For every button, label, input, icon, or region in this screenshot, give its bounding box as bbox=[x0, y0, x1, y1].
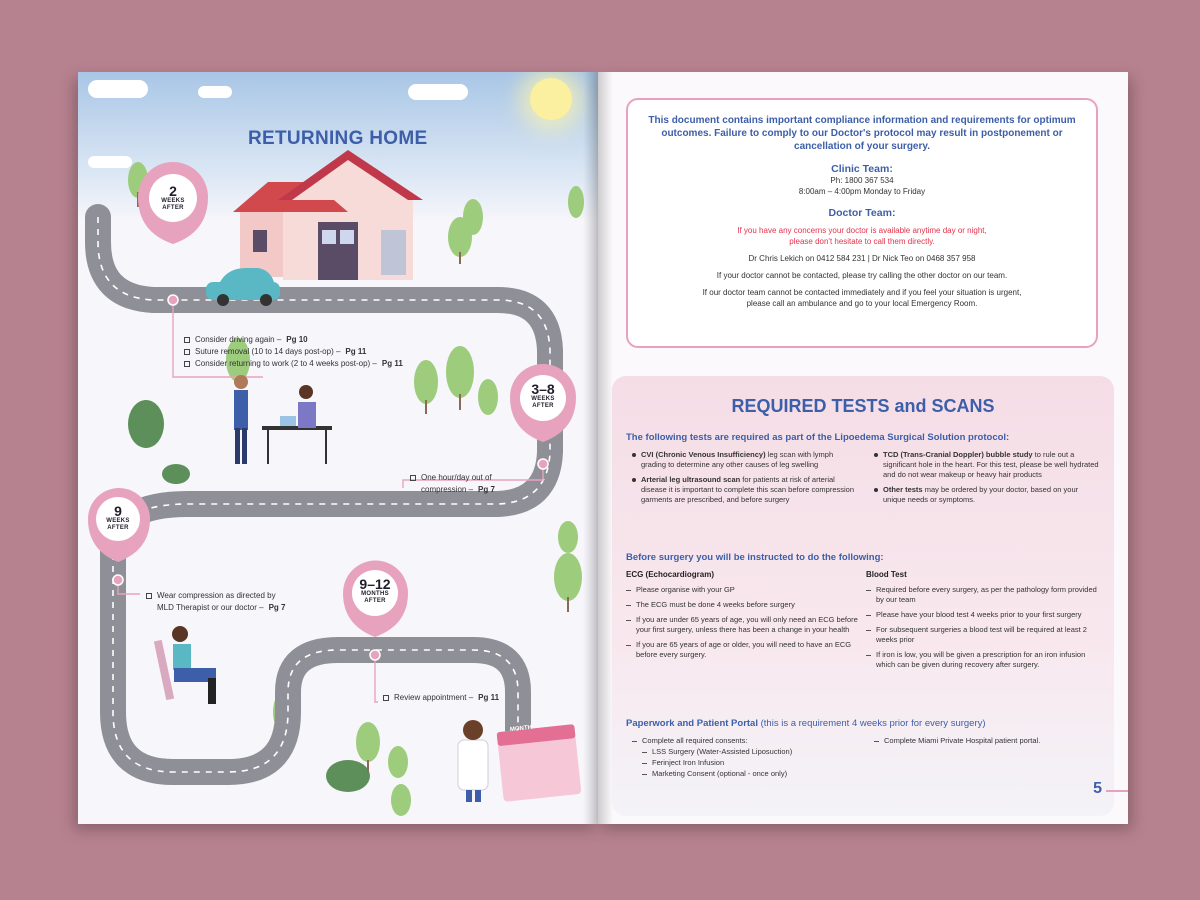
clinic-heading: Clinic Team: bbox=[831, 163, 893, 175]
consent-text: LSS Surgery (Water-Assisted Liposuction) bbox=[652, 747, 793, 756]
dash-icon bbox=[874, 741, 879, 742]
page-ref: Pg 10 bbox=[286, 335, 308, 344]
house-icon bbox=[233, 150, 423, 280]
checkbox-icon bbox=[184, 337, 190, 343]
paperwork-title: Paperwork and Patient Portal bbox=[626, 718, 758, 729]
blood-text: If iron is low, you will be given a prescription for an iron infusion which can be given during recovery after surgery. bbox=[876, 650, 1086, 669]
page-number: 5 bbox=[1093, 780, 1102, 797]
test-detail: leg scan with lymph grading to determine any other causes of leg swelling bbox=[641, 450, 834, 469]
consent-text: Marketing Consent (optional - once only) bbox=[652, 769, 788, 778]
bullet-icon bbox=[632, 453, 636, 457]
pin-suffix: AFTER bbox=[107, 525, 129, 531]
step-text: One hour/day out of bbox=[421, 473, 492, 482]
calendar-label: MONTH bbox=[509, 724, 533, 734]
before-surgery-heading: Before surgery you will be instructed to do the following: bbox=[626, 552, 884, 563]
paperwork-item bbox=[632, 736, 868, 746]
test-detail: may be ordered by your doctor, based on your unique needs or symptoms. bbox=[883, 485, 1079, 504]
steps-2-weeks bbox=[184, 334, 403, 370]
steps-3-8-weeks bbox=[410, 472, 495, 496]
ecg-text: Please organise with your GP bbox=[636, 585, 735, 594]
clinic-hours: 8:00am – 4:00pm Monday to Friday bbox=[798, 187, 926, 196]
dash-icon bbox=[866, 655, 871, 656]
bullet-icon bbox=[874, 488, 878, 492]
blood-test-column bbox=[866, 570, 1100, 675]
checklist-item bbox=[184, 346, 403, 358]
consent-text: Ferinject Iron Infusion bbox=[652, 758, 725, 767]
paperwork-heading bbox=[626, 718, 986, 729]
test-description bbox=[883, 450, 1100, 480]
checklist-item bbox=[383, 692, 499, 704]
clinic-phone: Ph: 1800 367 534 bbox=[830, 176, 894, 185]
checkbox-icon bbox=[410, 475, 416, 481]
pin-suffix: AFTER bbox=[532, 403, 554, 409]
ecg-item bbox=[626, 585, 858, 595]
blood-text: For subsequent surgeries a blood test will be required at least 2 weeks prior bbox=[876, 625, 1087, 644]
notice-intro: This document contains important compliance information and requirements for optimum outcomes. Failure to comply to our Doctor's protocol may result in postponement or cancellation of your surgery. bbox=[648, 115, 1076, 152]
paperwork-right bbox=[874, 736, 1100, 751]
step-text: Review appointment – bbox=[394, 693, 474, 702]
checklist-item-continued bbox=[146, 602, 285, 614]
pin-unit: MONTHS bbox=[361, 591, 389, 597]
blood-item bbox=[866, 625, 1100, 645]
doctor-availability-2: please don't hesitate to call them directly. bbox=[789, 237, 935, 246]
seated-woman-illustration bbox=[154, 626, 216, 704]
steps-9-weeks bbox=[146, 590, 285, 614]
checklist-item bbox=[146, 590, 285, 602]
checklist-item bbox=[184, 334, 403, 346]
checkbox-icon bbox=[184, 361, 190, 367]
doctor-heading: Doctor Team: bbox=[828, 207, 896, 219]
doctor-contacts: Dr Chris Lekich on 0412 584 231 | Dr Nick Teo on 0468 357 958 bbox=[748, 254, 976, 263]
test-name: TCD (Trans-Cranial Doppler) bubble study bbox=[883, 450, 1033, 459]
doctor-fallback: If your doctor cannot be contacted, please try calling the other doctor on our team. bbox=[716, 271, 1008, 280]
steps-9-12-months bbox=[383, 692, 499, 704]
ecg-text: If you are under 65 years of age, you will only need an ECG before your first surgery, unless there has been a change in your health bbox=[636, 615, 858, 634]
step-text: compression – bbox=[421, 485, 474, 494]
page-ref: Pg 7 bbox=[268, 603, 286, 612]
paperwork-item bbox=[874, 736, 1100, 746]
test-item bbox=[632, 475, 860, 505]
test-detail: for patients at risk of arterial disease it is important to complete this scan before compression garments are prescribed, and before surgery bbox=[641, 475, 855, 504]
dash-icon bbox=[866, 630, 871, 631]
ecg-heading: ECG (Echocardiogram) bbox=[626, 570, 715, 579]
pin-number: 2 bbox=[169, 183, 177, 199]
ecg-item bbox=[626, 640, 858, 660]
emergency-note-2: please call an ambulance and go to your local Emergency Room. bbox=[746, 299, 978, 308]
ecg-item bbox=[626, 600, 858, 610]
paperwork-text: Complete Miami Private Hospital patient portal. bbox=[884, 736, 1041, 745]
step-text: Consider returning to work (2 to 4 weeks post-op) – bbox=[195, 359, 377, 368]
dash-icon bbox=[642, 752, 647, 753]
page-number-rule bbox=[1106, 790, 1128, 792]
dash-icon bbox=[866, 590, 871, 591]
page-ref: Pg 11 bbox=[381, 359, 403, 368]
dash-icon bbox=[866, 615, 871, 616]
dash-icon bbox=[642, 774, 647, 775]
brochure-spread bbox=[78, 72, 1128, 824]
meeting-illustration bbox=[234, 375, 332, 464]
pin-suffix: AFTER bbox=[364, 598, 386, 604]
checklist-item-continued bbox=[410, 484, 495, 496]
test-description bbox=[883, 485, 1100, 505]
consent-item bbox=[642, 747, 868, 757]
right-page bbox=[598, 72, 1128, 824]
page-ref: Pg 7 bbox=[478, 485, 495, 494]
test-name: Other tests bbox=[883, 485, 923, 494]
tests-title: REQUIRED TESTS and SCANS bbox=[731, 396, 995, 416]
ecg-item bbox=[626, 615, 858, 635]
step-text: Wear compression as directed by bbox=[157, 591, 276, 600]
pin-suffix: AFTER bbox=[162, 205, 184, 211]
doctor-illustration bbox=[458, 720, 488, 802]
paperwork-left bbox=[632, 736, 868, 780]
dash-icon bbox=[632, 741, 637, 742]
test-name: CVI (Chronic Venous Insufficiency) bbox=[641, 450, 766, 459]
protocol-tests-right bbox=[874, 450, 1100, 510]
step-text: Consider driving again – bbox=[195, 335, 282, 344]
pin-unit: WEEKS bbox=[106, 518, 130, 524]
test-item bbox=[874, 450, 1100, 480]
ecg-text: If you are 65 years of age or older, you will need to have an ECG before every surgery. bbox=[636, 640, 852, 659]
blood-item bbox=[866, 610, 1100, 620]
pin-number: 9–12 bbox=[359, 576, 391, 592]
protocol-tests-left bbox=[632, 450, 860, 510]
page-ref: Pg 11 bbox=[478, 693, 500, 702]
pin-unit: WEEKS bbox=[161, 198, 185, 204]
blood-heading: Blood Test bbox=[866, 570, 907, 579]
pin-number: 3–8 bbox=[531, 381, 555, 397]
emergency-note: If our doctor team cannot be contacted immediately and if you feel your situation is urgent, bbox=[702, 288, 1022, 297]
dash-icon bbox=[626, 645, 631, 646]
blood-text: Required before every surgery, as per the pathology form provided by our team bbox=[876, 585, 1097, 604]
paperwork-note: (this is a requirement 4 weeks prior for every surgery) bbox=[757, 718, 986, 729]
checkbox-icon bbox=[383, 695, 389, 701]
pin-3-8-weeks bbox=[521, 382, 565, 410]
checkbox-icon bbox=[184, 349, 190, 355]
consent-item bbox=[642, 758, 868, 768]
dash-icon bbox=[626, 605, 631, 606]
test-detail: to rule out a significant hole in the heart. For this test, please be well hydrated and do not wear makeup or heavy hair products bbox=[883, 450, 1099, 479]
compliance-notice bbox=[626, 98, 1098, 348]
paperwork-text: Complete all required consents: bbox=[642, 736, 748, 745]
step-text: MLD Therapist or our doctor – bbox=[157, 603, 264, 612]
pin-2-weeks bbox=[153, 184, 193, 212]
doctor-availability: If you have any concerns your doctor is available anytime day or night, bbox=[737, 226, 987, 235]
blood-text: Please have your blood test 4 weeks prior to your first surgery bbox=[876, 610, 1082, 619]
page-title: RETURNING HOME bbox=[248, 128, 428, 149]
test-description bbox=[641, 450, 860, 470]
bullet-icon bbox=[874, 453, 878, 457]
left-page bbox=[78, 72, 598, 824]
calendar-icon bbox=[497, 724, 582, 802]
blood-item bbox=[866, 585, 1100, 605]
step-text: Suture removal (10 to 14 days post-op) – bbox=[195, 347, 341, 356]
blood-item bbox=[866, 650, 1100, 670]
checklist-item bbox=[184, 358, 403, 370]
page-ref: Pg 11 bbox=[345, 347, 367, 356]
dash-icon bbox=[642, 763, 647, 764]
consent-item bbox=[642, 769, 868, 779]
checkbox-icon bbox=[146, 593, 152, 599]
dash-icon bbox=[626, 620, 631, 621]
ecg-column bbox=[626, 570, 858, 665]
required-tests-panel bbox=[612, 376, 1114, 816]
test-description bbox=[641, 475, 860, 505]
test-name: Arterial leg ultrasound scan bbox=[641, 475, 741, 484]
pin-number: 9 bbox=[114, 503, 122, 519]
pin-9-12-months bbox=[351, 577, 399, 605]
dash-icon bbox=[626, 590, 631, 591]
bullet-icon bbox=[632, 478, 636, 482]
test-item bbox=[874, 485, 1100, 505]
pin-9-weeks bbox=[98, 504, 138, 532]
checklist-item bbox=[410, 472, 495, 484]
pin-unit: WEEKS bbox=[531, 396, 555, 402]
test-item bbox=[632, 450, 860, 470]
ecg-text: The ECG must be done 4 weeks before surgery bbox=[636, 600, 795, 609]
protocol-heading: The following tests are required as part of the Lipoedema Surgical Solution protocol: bbox=[626, 432, 1010, 443]
